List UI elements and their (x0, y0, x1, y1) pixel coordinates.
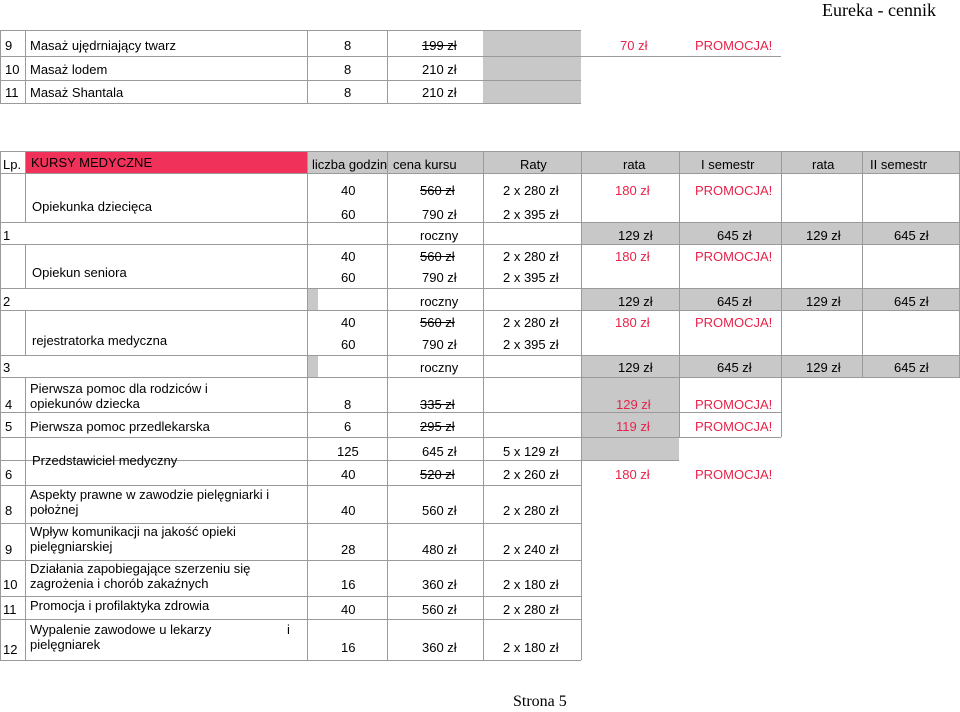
rate1-header: rata (623, 157, 646, 172)
grid-line (387, 437, 388, 660)
price-value: 210 zł (422, 85, 457, 100)
price-value: 560 zł (422, 602, 457, 617)
row-number: 5 (5, 419, 13, 434)
course-name: Pierwsza pomoc dla rodziców i opiekunów dziecka (30, 381, 208, 411)
course-name: Masaż lodem (30, 62, 108, 77)
row-number: 3 (3, 360, 11, 375)
hours-value: 40 (341, 183, 356, 198)
grid-line (0, 412, 781, 413)
promo-price: 180 zł (615, 315, 650, 330)
course-name: Masaż ujędrniający twarz (30, 38, 176, 53)
row-number: 9 (5, 542, 13, 557)
price-value: 560 zł (420, 249, 455, 264)
grid-line (0, 437, 1, 660)
grid-line (25, 151, 26, 222)
row-number: 11 (5, 85, 19, 100)
grid-line (862, 151, 863, 377)
grid-line (679, 151, 680, 437)
sem1-value: 645 zł (717, 294, 752, 309)
hours-value: 60 (341, 337, 356, 352)
annual-label: roczny (420, 294, 459, 309)
grid-line (25, 30, 26, 103)
hours-value: 8 (344, 38, 352, 53)
course-name: Wypalenie zawodowe u lekarzy (30, 622, 212, 637)
grid-line (0, 377, 960, 378)
course-name-part: i (287, 622, 290, 637)
shade-block (307, 355, 318, 377)
price-value: 360 zł (422, 640, 457, 655)
promo-price: 119 zł (616, 419, 650, 434)
grid-line (483, 151, 484, 437)
course-name: Masaż Shantala (30, 85, 124, 100)
installments-value: 2 x 395 zł (503, 270, 559, 285)
installments-value: 2 x 180 zł (503, 640, 559, 655)
grid-line (581, 151, 582, 437)
rate2-header: rata (812, 157, 835, 172)
course-name-part: pielęgniarek (30, 637, 101, 652)
promo-price: 70 zł (620, 38, 648, 53)
hours-value: 16 (341, 577, 356, 592)
installments-value: 2 x 280 zł (503, 249, 559, 264)
row-number: 10 (5, 62, 20, 77)
course-name: Aspekty prawne w zawodzie pielęgniarki i położnej (30, 487, 270, 517)
price-value: 790 zł (422, 270, 457, 285)
grid-line (0, 103, 581, 104)
price-value: 520 zł (420, 467, 455, 482)
annual-label: roczny (420, 228, 459, 243)
row-number: 12 (3, 642, 18, 657)
row-number: 4 (5, 397, 13, 412)
row-number: 2 (3, 294, 11, 309)
grid-line (0, 288, 960, 289)
hours-value: 40 (341, 315, 356, 330)
grid-line (0, 485, 581, 486)
sem1-value: 645 zł (717, 360, 752, 375)
price-value: 335 zł (420, 397, 455, 412)
rate1-value: 129 zł (618, 228, 653, 243)
course-name: rejestratorka medyczna (32, 333, 168, 348)
course-name: Działania zapobiegające szerzeniu się zagrożenia i chorób zakaźnych (30, 561, 251, 591)
grid-line (483, 437, 484, 660)
installments-value: 2 x 280 zł (503, 315, 559, 330)
sem2-value: 645 zł (894, 360, 929, 375)
grid-line (0, 151, 960, 152)
price-value: 360 zł (422, 577, 457, 592)
promo-label: PROMOCJA! (695, 397, 773, 412)
installments-value: 2 x 260 zł (503, 467, 559, 482)
price-value: 480 zł (422, 542, 457, 557)
shade-block (483, 30, 581, 103)
course-name: Opiekunka dziecięca (32, 199, 152, 214)
grid-line (0, 173, 960, 174)
grid-line (0, 80, 581, 81)
grid-line (387, 30, 388, 103)
hours-value: 40 (341, 503, 356, 518)
shade-block (307, 288, 318, 310)
grid-line (25, 437, 26, 660)
course-name: Przedstawiciel medyczny (32, 453, 178, 468)
sem1-header: I semestr (701, 157, 755, 172)
hours-value: 6 (344, 419, 352, 434)
section-title: KURSY MEDYCZNE (31, 155, 153, 170)
price-value: 790 zł (422, 337, 457, 352)
hours-value: 40 (341, 467, 356, 482)
installments-header: Raty (520, 157, 547, 172)
price-value: 560 zł (420, 183, 455, 198)
installments-value: 2 x 180 zł (503, 577, 559, 592)
rate2-value: 129 zł (806, 294, 841, 309)
price-value: 560 zł (422, 503, 457, 518)
grid-line (0, 660, 581, 661)
grid-line (0, 151, 1, 437)
page-footer: Strona 5 (513, 693, 567, 710)
installments-value: 2 x 280 zł (503, 602, 559, 617)
hours-value: 60 (341, 270, 356, 285)
grid-line (307, 151, 308, 437)
grid-line (0, 30, 581, 31)
grid-line (307, 437, 308, 660)
hours-value: 8 (344, 397, 352, 412)
grid-line (0, 355, 960, 356)
promo-label: PROMOCJA! (695, 249, 773, 264)
promo-price: 180 zł (615, 467, 650, 482)
installments-value: 2 x 280 zł (503, 183, 559, 198)
promo-label: PROMOCJA! (695, 419, 773, 434)
grid-line (387, 151, 388, 437)
rate2-value: 129 zł (806, 228, 841, 243)
grid-line (0, 56, 781, 57)
grid-line (25, 377, 26, 437)
rate2-value: 129 zł (806, 360, 841, 375)
sem2-header: II semestr (870, 157, 928, 172)
rate1-value: 129 zł (618, 294, 653, 309)
grid-line (0, 619, 581, 620)
price-value: 790 zł (422, 207, 457, 222)
price-value: 560 zł (420, 315, 455, 330)
lp-header: Lp. (3, 157, 22, 172)
price-value: 199 zł (422, 38, 457, 53)
hours-value: 40 (341, 249, 356, 264)
price-value: 295 zł (420, 419, 455, 434)
course-name: Pierwsza pomoc przedlekarska (30, 419, 210, 434)
price-header: cena kursu (393, 157, 457, 172)
grid-line (0, 30, 1, 103)
hours-value: 16 (341, 640, 356, 655)
rate1-value: 129 zł (618, 360, 653, 375)
course-name: Promocja i profilaktyka zdrowia (30, 598, 210, 613)
installments-value: 2 x 395 zł (503, 337, 559, 352)
annual-label: roczny (420, 360, 459, 375)
price-value: 645 zł (422, 444, 457, 459)
grid-line (581, 437, 582, 660)
promo-price: 180 zł (615, 183, 650, 198)
promo-label: PROMOCJA! (695, 183, 773, 198)
hours-value: 125 (337, 444, 359, 459)
row-number: 9 (5, 38, 13, 53)
grid-line (25, 244, 26, 288)
installments-value: 2 x 280 zł (503, 503, 559, 518)
promo-label: PROMOCJA! (695, 38, 773, 53)
page-header: Eureka - cennik (822, 0, 936, 20)
row-number: 11 (3, 602, 17, 617)
sem2-value: 645 zł (894, 294, 929, 309)
promo-label: PROMOCJA! (695, 467, 773, 482)
hours-value: 40 (341, 602, 356, 617)
grid-line (25, 310, 26, 355)
installments-value: 2 x 395 zł (503, 207, 559, 222)
sem2-value: 645 zł (894, 228, 929, 243)
course-name: Wpływ komunikacji na jakość opieki pielęgniarskiej (30, 524, 236, 554)
installments-value: 5 x 129 zł (503, 444, 559, 459)
grid-line (0, 244, 960, 245)
price-value: 210 zł (422, 62, 457, 77)
installments-value: 2 x 240 zł (503, 542, 559, 557)
hours-header: liczba godzin (312, 157, 388, 172)
shade-block (581, 438, 679, 460)
hours-value: 8 (344, 62, 352, 77)
grid-line (0, 310, 960, 311)
sem1-value: 645 zł (717, 228, 752, 243)
grid-line (0, 222, 960, 223)
hours-value: 60 (341, 207, 356, 222)
grid-line (307, 30, 308, 103)
row-number: 10 (3, 577, 18, 592)
promo-price: 180 zł (615, 249, 650, 264)
row-number: 1 (3, 228, 11, 243)
grid-line (781, 151, 782, 437)
course-name: Opiekun seniora (32, 265, 127, 280)
grid-line (0, 596, 581, 597)
row-number: 8 (5, 503, 13, 518)
hours-value: 8 (344, 85, 352, 100)
promo-label: PROMOCJA! (695, 315, 773, 330)
hours-value: 28 (341, 542, 356, 557)
promo-price: 129 zł (616, 397, 651, 412)
row-number: 6 (5, 467, 13, 482)
